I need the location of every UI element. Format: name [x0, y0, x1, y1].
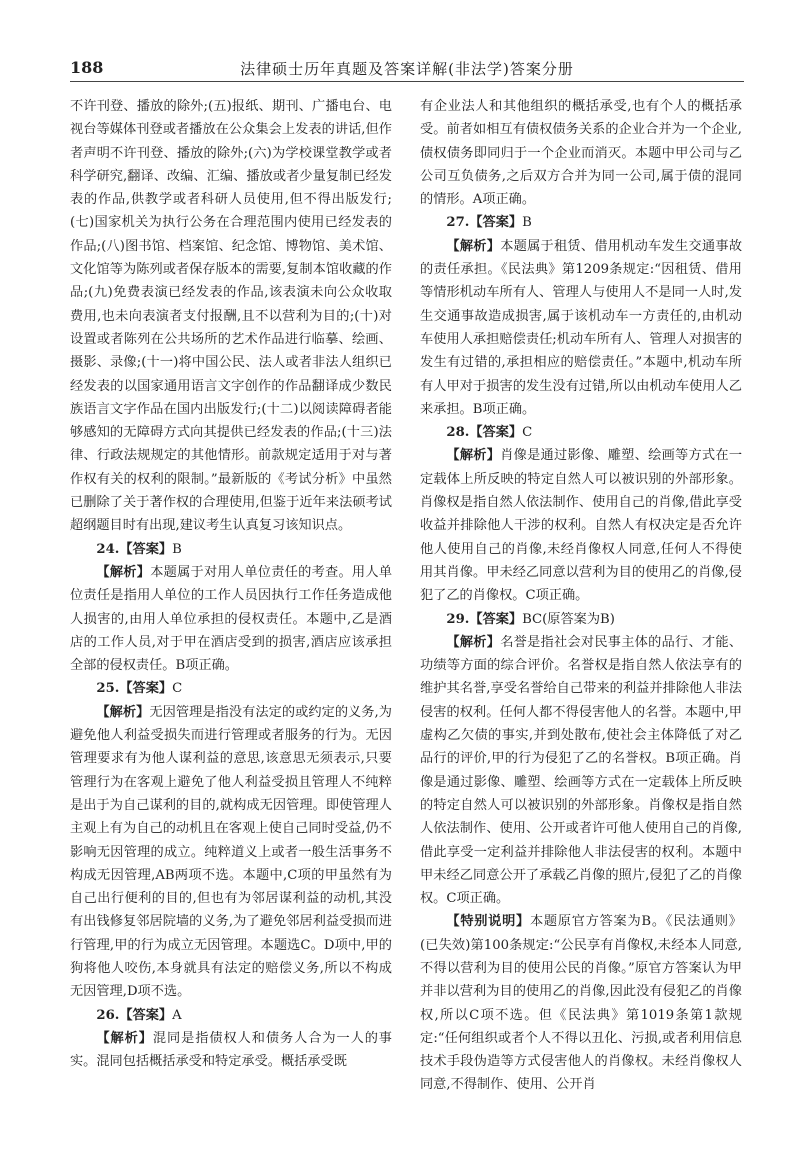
explanation-text: 混同是指债权人和债务人合为一人的事实。混同包括概括承受和特定承受。概括承受既 [70, 1030, 392, 1070]
running-title: 法律硕士历年真题及答案详解(非法学)答案分册 [240, 60, 574, 78]
explanation-24 [70, 561, 392, 677]
note-text: 本题原官方答案为B。《民法通则》(已失效)第100条规定:“公民享有肖像权,未经本人同意,不得以营利为目的使用公民的肖像。”原官方答案认为甲并非以营利为目的使用乙的肖像,因此没有侵犯乙的肖像权,所以C项不选。但《民法典》第1019条第1款规定:“任何组织或者个人不得以丑化、污损,或者利用信息技术手段伪造等方式侵害他人的肖像权。未经肖像权人同意,不得制作、使用、公开肖 [420, 914, 742, 1093]
answer-value: C [172, 681, 183, 697]
page-header [70, 48, 744, 78]
page-number: 188 [70, 58, 104, 77]
answer-label: 27.【答案】 [446, 215, 523, 231]
explanation-label: 【解析】 [446, 448, 501, 464]
paragraph-continued: 有企业法人和其他组织的概括承受,也有个人的概括承受。前者如相互有债权债务关系的企业合并为一个企业,债权债务即同归于一个企业而消灭。本题中甲公司与乙公司互负债务,之后双方合并为同一公司,属于债的混同的情形。A项正确。 [420, 99, 742, 208]
explanation-29 [420, 631, 742, 911]
right-column [420, 95, 742, 1097]
answer-27 [420, 211, 742, 234]
paragraph-continued: 不许刊登、播放的除外;(五)报纸、期刊、广播电台、电视台等媒体刊登或者播放在公众集会上发表的讲话,但作者声明不许刊登、播放的除外;(六)为学校课堂教学或者科学研究,翻译、改编、汇编、播放或者少量复制已经发表的作品,供教学或者科研人员使用,但不得出版发行;(七)国家机关为执行公务在合理范围内使用已经发表的作品;(八)图书馆、档案馆、纪念馆、博物馆、美术馆、文化馆等为陈列或者保存版本的需要,复制本馆收藏的作品;(九)免费表演已经发表的作品,该表演未向公众收取费用,也未向表演者支付报酬,且不以营利为目的;(十)对设置或者陈列在公共场所的艺术作品进行临摹、绘画、摄影、录像;(十一)将中国公民、法人或者非法人组织已经发表的以国家通用语言文字创作的作品翻译成少数民族语言文字作品在国内出版发行;(十二)以阅读障碍者能够感知的无障碍方式向其提供已经发表的作品;(十三)法律、行政法规规定的其他情形。前款规定适用于对与著作权有关的权利的限制。”最新版的《考试分析》中虽然已删除了关于著作权的合理使用,但鉴于近年来法硕考试超纲题目时有出现,建议考生认真复习该知识点。 [70, 99, 392, 534]
answer-label: 25.【答案】 [96, 681, 173, 697]
explanation-text: 无因管理是指没有法定的或约定的义务,为避免他人利益受损失而进行管理或者服务的行为。无因管理要求有为他人谋利益的意思,该意思无须表示,只要管理行为在客观上避免了他人利益受损且管理人不纯粹是出于为自己谋利的目的,就构成无因管理。即使管理人主观上有为自己的动机且在客观上使自己同时受益,仍不影响无因管理的成立。纯粹道义上或者一般生活事务不构成无因管理,AB两项不选。本题中,C项的甲虽然有为自己出行便利的目的,但也有为邻居谋利益的动机,其没有出钱修复邻居院墙的义务,为了避免邻居利益受损而进行管理,甲的行为成立无因管理。本题选C。D项中,甲的狗将他人咬伤,本身就具有法定的赔偿义务,所以不构成无因管理,D项不选。 [70, 704, 392, 1000]
header-rule [70, 81, 744, 82]
answer-24 [70, 538, 392, 561]
answer-value: B [522, 215, 532, 231]
explanation-label: 【解析】 [446, 238, 501, 254]
answer-25 [70, 677, 392, 700]
answer-29 [420, 608, 742, 631]
answer-label: 28.【答案】 [446, 425, 523, 441]
left-column [70, 95, 392, 1073]
answer-28 [420, 421, 742, 444]
explanation-label: 【解析】 [96, 704, 150, 720]
answer-value: B [172, 541, 182, 557]
explanation-label: 【解析】 [446, 634, 501, 650]
answer-26 [70, 1004, 392, 1027]
special-note [420, 910, 742, 1096]
answer-value: A [172, 1007, 182, 1023]
explanation-text: 本题属于租赁、借用机动车发生交通事故的责任承担。《民法典》第1209条规定:“因租赁、借用等情形机动车所有人、管理人与使用人不是同一人时,发生交通事故造成损害,属于该机动车一方责任的,由机动车使用人承担赔偿责任;机动车所有人、管理人对损害的发生有过错的,承担相应的赔偿责任。”本题中,机动车所有人甲对于损害的发生没有过错,所以由机动车使用人乙来承担。B项正确。 [420, 238, 743, 417]
explanation-text: 肖像是通过影像、雕塑、绘画等方式在一定载体上所反映的特定自然人可以被识别的外部形象。肖像权是指自然人依法制作、使用自己的肖像,借此享受收益并排除他人干涉的权利。自然人有权决定是否允许他人使用自己的肖像,未经肖像权人同意,任何人不得使用其肖像。甲未经乙同意以营利为目的使用乙的肖像,侵犯了乙的肖像权。C项正确。 [420, 448, 743, 604]
answer-label: 26.【答案】 [96, 1007, 173, 1023]
answer-label: 24.【答案】 [96, 541, 173, 557]
answer-value: BC(原答案为B) [522, 611, 615, 627]
explanation-25 [70, 701, 392, 1004]
explanation-26 [70, 1027, 392, 1074]
answer-label: 29.【答案】 [446, 611, 523, 627]
explanation-28 [420, 444, 742, 607]
explanation-text: 名誉是指社会对民事主体的品行、才能、功绩等方面的综合评价。名誉权是指自然人依法享有的维护其名誉,享受名誉给自己带来的利益并排除他人非法侵害的权利。任何人都不得侵害他人的名誉。本题中,甲虚构乙欠债的事实,并到处散布,使社会主体降低了对乙品行的评价,甲的行为侵犯了乙的名誉权。B项正确。肖像是通过影像、雕塑、绘画等方式在一定载体上所反映的特定自然人可以被识别的外部形象。肖像权是指自然人依法制作、使用、公开或者许可他人使用自己的肖像,借此享受一定利益并排除他人非法侵害的权利。本题中甲未经乙同意公开了承载乙肖像的照片,侵犯了乙的肖像权。C项正确。 [420, 634, 743, 907]
explanation-label: 【解析】 [96, 564, 151, 580]
answer-value: C [522, 425, 533, 441]
explanation-text: 本题属于对用人单位责任的考查。用人单位责任是指用人单位的工作人员因执行工作任务造成他人损害的,由用人单位承担的侵权责任。本题中,乙是酒店的工作人员,对于甲在酒店受到的损害,酒店应该承担全部的侵权责任。B项正确。 [70, 564, 393, 674]
note-label: 【特别说明】 [446, 914, 530, 930]
explanation-27 [420, 235, 742, 421]
explanation-label: 【解析】 [96, 1030, 153, 1046]
